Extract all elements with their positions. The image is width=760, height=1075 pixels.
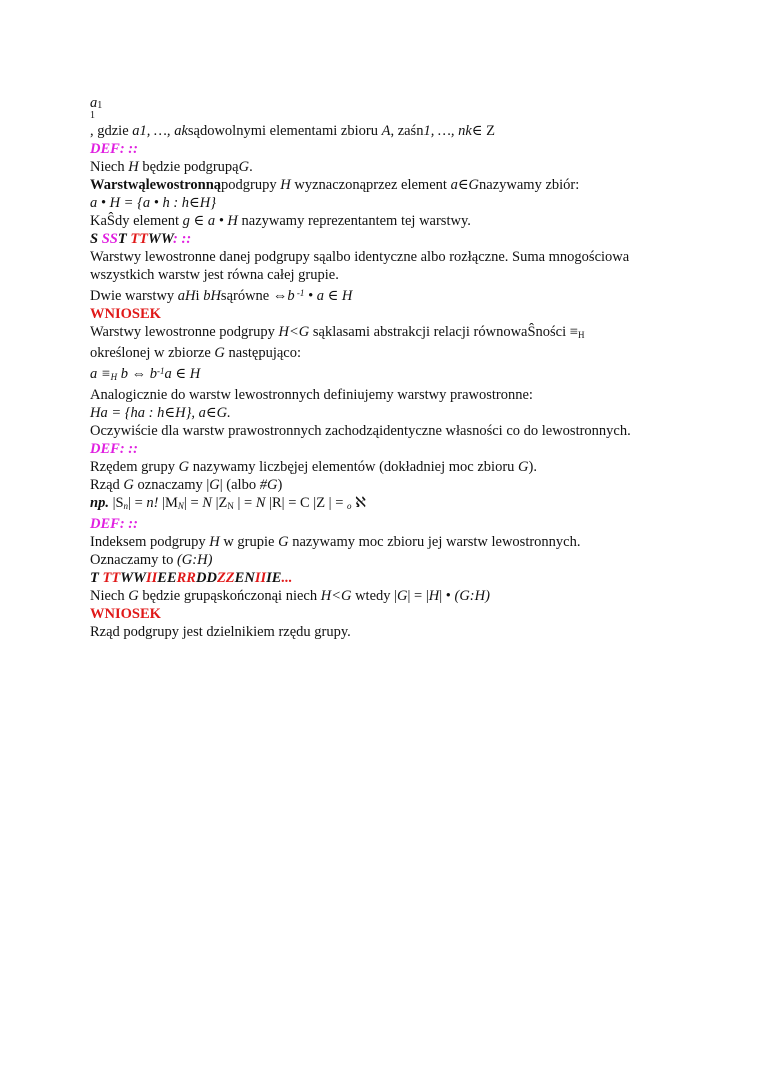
corollary2-text: Rząd podgrupy jest dzielnikiem rzędu grupy. (90, 624, 351, 640)
frag-one-small: 1 (97, 100, 103, 111)
lagrange-text: Niech G będzie grupąskończonąi niech H<G wtedy |G| = |H| • (G:H) (90, 588, 490, 604)
corollary1-text-2: określonej w zbiorze G następująco: (90, 345, 302, 361)
left-coset-definition: Warstwąlewostronnąpodgrupy H wyznaczonąprzez element a∈Gnazywamy zbiór: (90, 177, 580, 193)
fragment-a-1 (90, 94, 690, 119)
corollary-heading-1: WNIOSEK (90, 306, 161, 322)
order-examples: np. $|S_n| = n$! $|M_N| = N$ $|Z_N$ | = N |R| = C |Z | = $_o$ ℵ (90, 495, 366, 511)
formula-left-coset: a • H = {a • h : h∈H} (90, 195, 217, 211)
theorem1-text-line2: wszystkich warstw jest równa całej grupie. (90, 267, 339, 283)
theorem1-text-line1: Warstwy lewostronne danej podgrupy sąalbo identyczne albo rozłączne. Suma mnogościowa (90, 249, 630, 265)
def-heading-2: DEF: :: (90, 441, 138, 457)
def-heading-3: DEF: :: (90, 516, 138, 532)
obviously-text: Oczywiście dla warstw prawostronnych zachodząidentyczne własności co do lewostronnych. (90, 423, 631, 439)
lagrange-heading: T TTWWIIEERRDDZZENIIIE... (90, 570, 293, 586)
representative-text: KaŜdy element g ∈ a • H nazywamy reprezentantem tej warstwy. (90, 213, 471, 229)
formula-right-coset: Ha = {ha : h∈H}, a∈G. (90, 405, 231, 421)
line-gdzie: , gdzie a1, …, aksądowolnymi elementami zbioru A, zaśn1, …, nk∈ Z (90, 123, 496, 139)
order-notation: Rząd G oznaczamy |G| (albo #G) (90, 477, 283, 493)
analog-text: Analogicznie do warstw lewostronnych definiujemy warstwy prawostronne: (90, 387, 533, 403)
index-definition: Indeksem podgrupy H w grupie G nazywamy moc zbioru jej warstw lewostronnych. (90, 534, 581, 550)
theorem-heading-1: S SST TTWW: :: (90, 231, 192, 247)
corollary-heading-2: WNIOSEK (90, 606, 161, 622)
corollary1-text: Warstwy lewostronne podgrupy H<G sąklasami abstrakcji relacji równowaŜności $\equiv_H$ (90, 324, 585, 340)
two-cosets-equal: Dwie warstwy aHi bHsąrówne ⇔b $^{-1}$ • a ∈ H (90, 288, 353, 304)
formula-equivalence: $a \equiv_H$ b ⇔ $b^{-1}a$ ∈ H (90, 366, 201, 382)
frag-one: 1 (90, 110, 95, 121)
frag-a: a (90, 95, 98, 111)
body-text (90, 122, 690, 641)
order-definition: Rzędem grupy G nazywamy liczbęjej elementów (dokładniej moc zbioru G). (90, 459, 537, 475)
def1-text: Niech H będzie podgrupąG. (90, 159, 253, 175)
index-notation: Oznaczamy to (G:H) (90, 552, 213, 568)
def-heading-1: DEF: :: (90, 141, 138, 157)
